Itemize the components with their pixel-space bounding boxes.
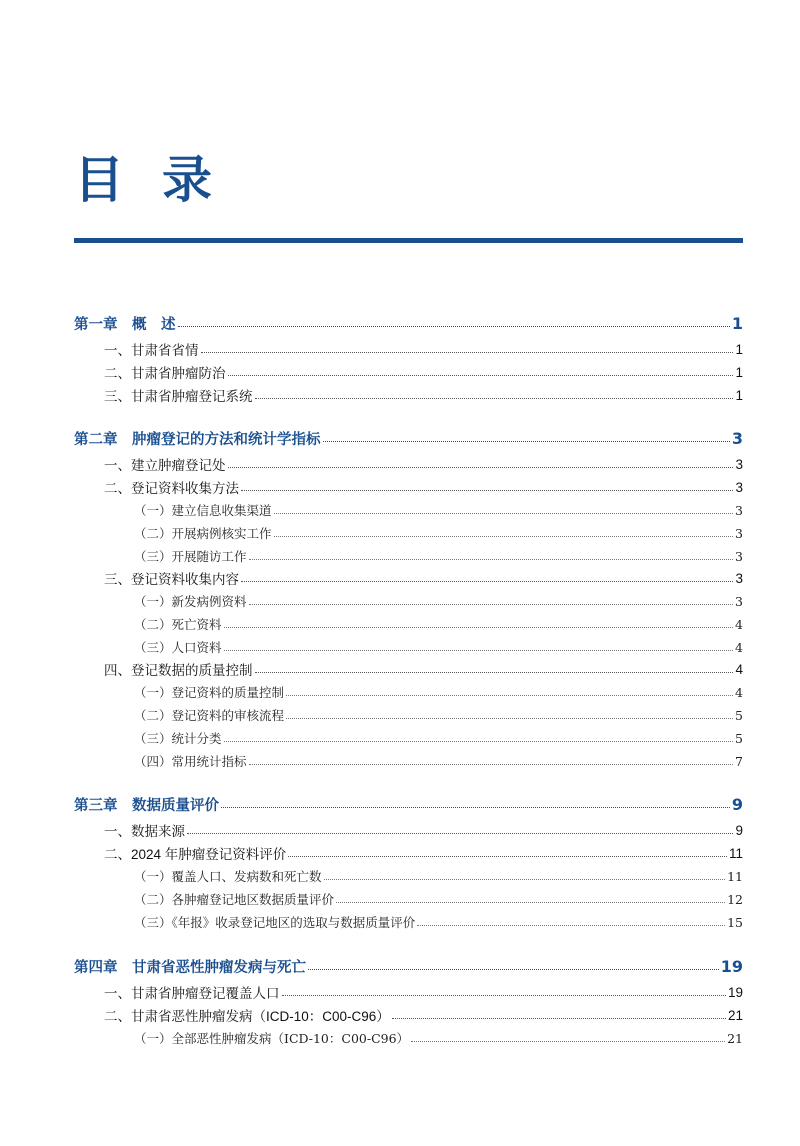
toc-row[interactable] [134, 613, 743, 635]
toc-entry-title: （三）统计分类 [134, 731, 222, 746]
title-char-1: 目 [74, 150, 124, 209]
toc-entry-title: 二、2024 年肿瘤登记资料评价 [104, 847, 287, 862]
toc-entry-title: （一）建立信息收集渠道 [134, 503, 272, 518]
toc-entry-title: 四、登记数据的质量控制 [104, 663, 253, 678]
toc-row[interactable] [134, 545, 743, 567]
toc-page-number: 4 [735, 639, 743, 655]
dot-leader [286, 695, 733, 696]
toc-row[interactable] [104, 384, 743, 406]
toc-row[interactable] [104, 361, 743, 383]
dot-leader [228, 375, 734, 376]
dot-leader [392, 1018, 726, 1019]
dot-leader [249, 604, 734, 605]
toc-entry-title: 三、甘肃省肿瘤登记系统 [104, 389, 253, 404]
toc-page-number: 5 [735, 707, 743, 723]
toc-entry-title: 二、登记资料收集方法 [104, 481, 239, 496]
toc-entry-title: 二、甘肃省恶性肿瘤发病（ICD-10：C00-C96） [104, 1009, 390, 1024]
toc-row[interactable] [74, 427, 743, 449]
dot-leader [241, 490, 733, 491]
dot-leader [255, 672, 734, 673]
toc-entry-title: 第二章 肿瘤登记的方法和统计学指标 [74, 431, 321, 448]
toc-entry-title: （一）登记资料的质量控制 [134, 685, 285, 700]
toc-page-number: 1 [735, 364, 743, 380]
dot-leader [241, 581, 733, 582]
toc-entry-title: （二）登记资料的审核流程 [134, 708, 285, 723]
toc-page-number: 9 [731, 794, 743, 814]
toc-page-number: 21 [727, 1007, 743, 1023]
toc-entry-title: 第三章 数据质量评价 [74, 797, 219, 814]
toc-row[interactable] [134, 911, 743, 933]
toc-row[interactable] [74, 793, 743, 815]
toc-row[interactable] [104, 567, 743, 589]
dot-leader [308, 969, 719, 970]
dot-leader [221, 807, 730, 808]
toc-row[interactable] [134, 704, 743, 726]
toc-page-number: 7 [735, 753, 743, 769]
toc-page-number: 11 [727, 868, 743, 884]
toc-page-number: 4 [735, 616, 743, 632]
toc-row[interactable] [104, 476, 743, 498]
dot-leader [336, 902, 725, 903]
toc-page-number: 3 [735, 570, 743, 586]
dot-leader [288, 856, 727, 857]
toc-entry-title: 二、甘肃省肿瘤防治 [104, 366, 226, 381]
toc-row[interactable] [134, 522, 743, 544]
toc-page-number: 3 [735, 502, 743, 518]
toc-page-number: 1 [731, 313, 743, 333]
toc-entry-title: （一）覆盖人口、发病数和死亡数 [134, 869, 322, 884]
toc-page-number: 3 [735, 456, 743, 472]
toc-page-number: 5 [735, 730, 743, 746]
title-char-2: 录 [162, 150, 212, 209]
toc-entry-title: 第四章 甘肃省恶性肿瘤发病与死亡 [74, 959, 306, 976]
dot-leader [324, 879, 726, 880]
toc-entry-title: （二）死亡资料 [134, 617, 222, 632]
dot-leader [224, 650, 734, 651]
toc-page-number: 4 [735, 684, 743, 700]
toc-entry-title: 一、甘肃省省情 [104, 343, 199, 358]
dot-leader [201, 352, 734, 353]
toc-entry-title: （二）开展病例核实工作 [134, 526, 272, 541]
toc-page-number: 4 [735, 661, 743, 677]
toc-page-number: 3 [735, 479, 743, 495]
dot-leader [249, 559, 734, 560]
dot-leader [187, 833, 733, 834]
toc-page-number: 21 [727, 1030, 743, 1046]
toc-row[interactable] [134, 681, 743, 703]
toc-entry-title: （二）各肿瘤登记地区数据质量评价 [134, 892, 335, 907]
dot-leader [228, 467, 734, 468]
toc-entry-title: 一、数据来源 [104, 824, 185, 839]
toc-row[interactable] [104, 658, 743, 680]
toc-page-number: 1 [735, 341, 743, 357]
toc-page-number: 12 [727, 891, 743, 907]
toc-page-number: 1 [735, 387, 743, 403]
dot-leader [255, 398, 734, 399]
toc-page-number: 11 [728, 845, 743, 861]
toc-row[interactable] [104, 338, 743, 360]
toc-row[interactable] [134, 865, 743, 887]
toc-entry-title: （三）开展随访工作 [134, 549, 247, 564]
toc-row[interactable] [104, 819, 743, 841]
toc-page-number: 3 [735, 525, 743, 541]
toc-row[interactable] [74, 955, 743, 977]
toc-row[interactable] [134, 1027, 743, 1049]
toc-page-number: 19 [727, 984, 743, 1000]
toc-page-number: 9 [735, 822, 743, 838]
toc-row[interactable] [134, 590, 743, 612]
dot-leader [323, 441, 730, 442]
toc-row[interactable] [134, 499, 743, 521]
toc-row[interactable] [104, 981, 743, 1003]
dot-leader [274, 536, 734, 537]
toc-entry-title: （三）《年报》收录登记地区的选取与数据质量评价 [134, 915, 416, 930]
toc-page-number: 3 [735, 548, 743, 564]
toc-row[interactable] [134, 636, 743, 658]
dot-leader [224, 627, 734, 628]
dot-leader [249, 764, 734, 765]
dot-leader [417, 925, 725, 926]
toc-entry-title: （四）常用统计指标 [134, 754, 247, 769]
toc-entry-title: （一）新发病例资料 [134, 594, 247, 609]
toc-page-number: 3 [735, 593, 743, 609]
dot-leader [274, 513, 734, 514]
toc-row[interactable] [104, 1004, 743, 1026]
dot-leader [224, 741, 734, 742]
page-title [74, 150, 212, 210]
toc-row[interactable] [104, 453, 743, 475]
toc-row[interactable] [134, 888, 743, 910]
toc-row[interactable] [134, 750, 743, 772]
toc-entry-title: （三）人口资料 [134, 640, 222, 655]
toc-page-number: 19 [720, 956, 743, 976]
toc-entry-title: 三、登记资料收集内容 [104, 572, 239, 587]
title-divider [74, 238, 743, 243]
toc-entry-title: 一、甘肃省肿瘤登记覆盖人口 [104, 986, 280, 1001]
toc-row[interactable] [104, 842, 743, 864]
dot-leader [286, 718, 733, 719]
dot-leader [282, 995, 726, 996]
dot-leader [411, 1041, 725, 1042]
dot-leader [178, 326, 730, 327]
toc-page-number: 15 [727, 914, 743, 930]
toc-entry-title: 一、建立肿瘤登记处 [104, 458, 226, 473]
toc-entry-title: （一）全部恶性肿瘤发病（ICD-10：C00-C96） [134, 1031, 410, 1046]
toc-entry-title: 第一章 概 述 [74, 316, 176, 333]
toc-row[interactable] [74, 312, 743, 334]
toc-page-number: 3 [731, 428, 743, 448]
toc-row[interactable] [134, 727, 743, 749]
